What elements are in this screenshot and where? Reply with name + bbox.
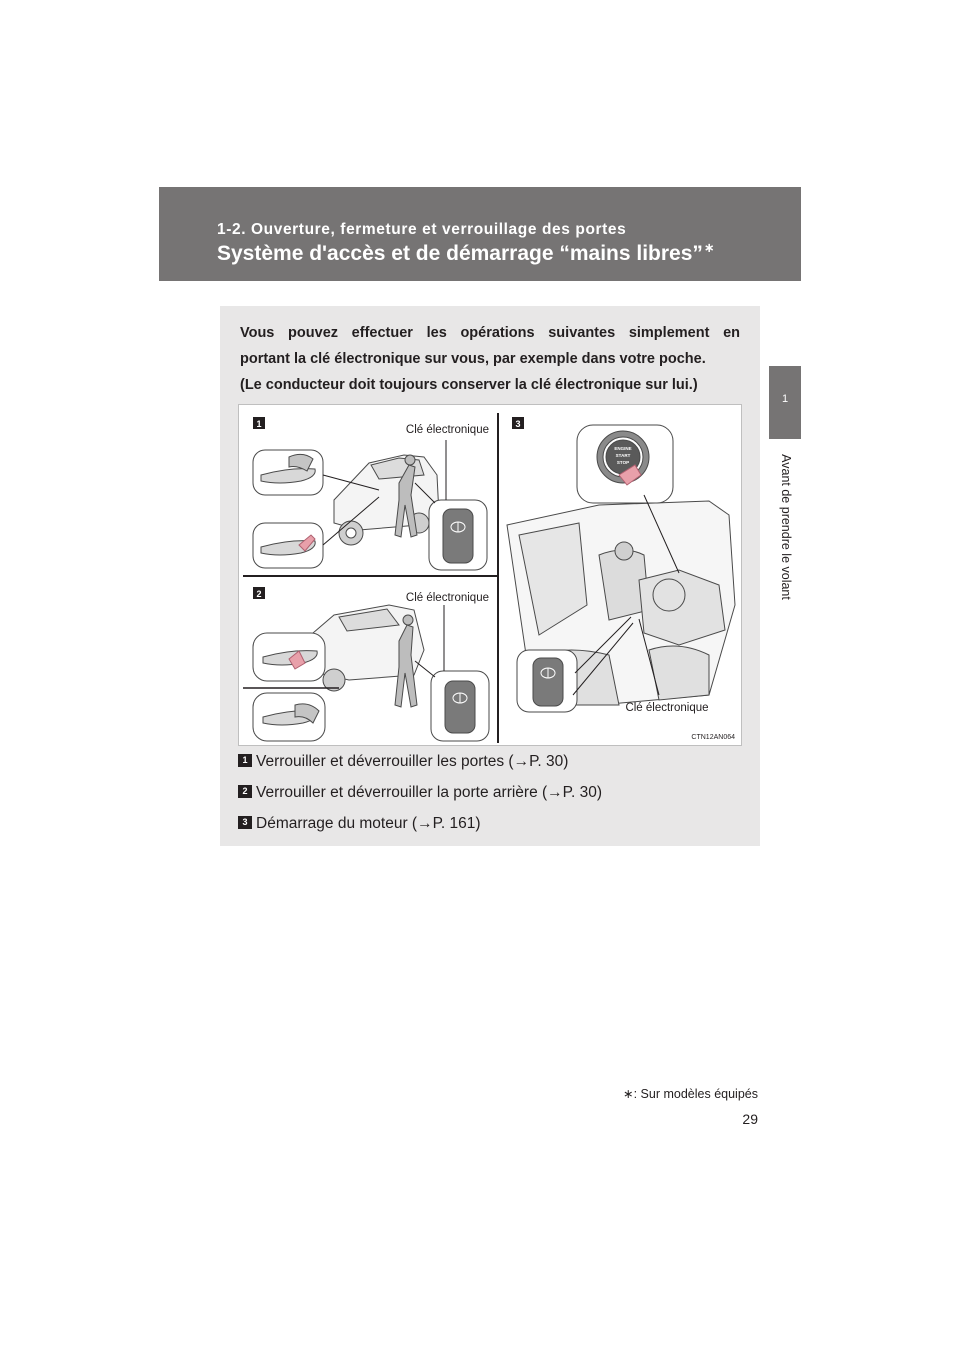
list-text-3: Démarrage du moteur (→P. 161)	[256, 815, 481, 832]
page-title-text: Système d'accès et de démarrage “mains libres”	[217, 242, 703, 265]
panel-2-key-inset	[431, 671, 489, 741]
panel-number-1: 1	[256, 419, 262, 429]
page-number: 29	[742, 1111, 758, 1127]
intro-line-1: Vous pouvez effectuer les opérations suivantes simplement en	[240, 325, 740, 341]
key-label-1: Clé électronique	[405, 424, 489, 436]
action-list	[238, 753, 602, 846]
button-text-stop: STOP	[616, 460, 630, 465]
page-title	[217, 242, 715, 266]
panel-1-handle-inset-bottom	[253, 523, 323, 568]
intro-text	[240, 320, 740, 398]
list-item-1	[238, 753, 602, 779]
illustration	[238, 404, 742, 746]
list-item-3	[238, 815, 602, 841]
list-text-1: Verrouiller et déverrouiller les portes (→P. 30)	[256, 753, 569, 770]
list-number-2: 2	[238, 785, 252, 798]
chapter-tab	[769, 366, 801, 439]
list-item-2	[238, 784, 602, 810]
panel-1-car	[334, 455, 439, 545]
panel-1-handle-inset-top	[253, 450, 323, 495]
panel-1-key-inset	[429, 500, 487, 570]
list-number-3: 3	[238, 816, 252, 829]
footnote: ∗: Sur modèles équipés	[623, 1087, 758, 1101]
chapter-number: 1	[781, 393, 789, 405]
list-text-2: Verrouiller et déverrouiller la porte arrière (→P. 30)	[256, 784, 603, 801]
button-text-engine: ENGINE	[614, 446, 632, 451]
key-label-2: Clé électronique	[405, 592, 489, 604]
panel-3-key-inset	[517, 650, 577, 712]
illustration-svg	[239, 405, 743, 747]
panel-2-handle-inset-top	[253, 633, 325, 681]
panel-number-2: 2	[256, 589, 262, 599]
panel-number-3: 3	[515, 419, 521, 429]
button-text-start: START	[615, 453, 631, 458]
chapter-label: Avant de prendre le volant	[779, 454, 793, 600]
panel-2-handle-inset-bottom	[253, 693, 325, 741]
content-box	[220, 306, 760, 846]
key-label-3: Clé électronique	[625, 702, 709, 714]
intro-line-2: portant la clé électronique sur vous, par exemple dans votre poche.	[240, 351, 706, 367]
section-header	[159, 187, 801, 281]
list-number-1: 1	[238, 754, 252, 767]
figure-code: CTN12AN064	[691, 734, 735, 741]
title-asterisk: ∗	[703, 240, 715, 255]
intro-line-3: (Le conducteur doit toujours conserver la clé électronique sur lui.)	[240, 377, 698, 393]
section-subtitle: 1-2. Ouverture, fermeture et verrouillage des portes	[217, 221, 627, 238]
